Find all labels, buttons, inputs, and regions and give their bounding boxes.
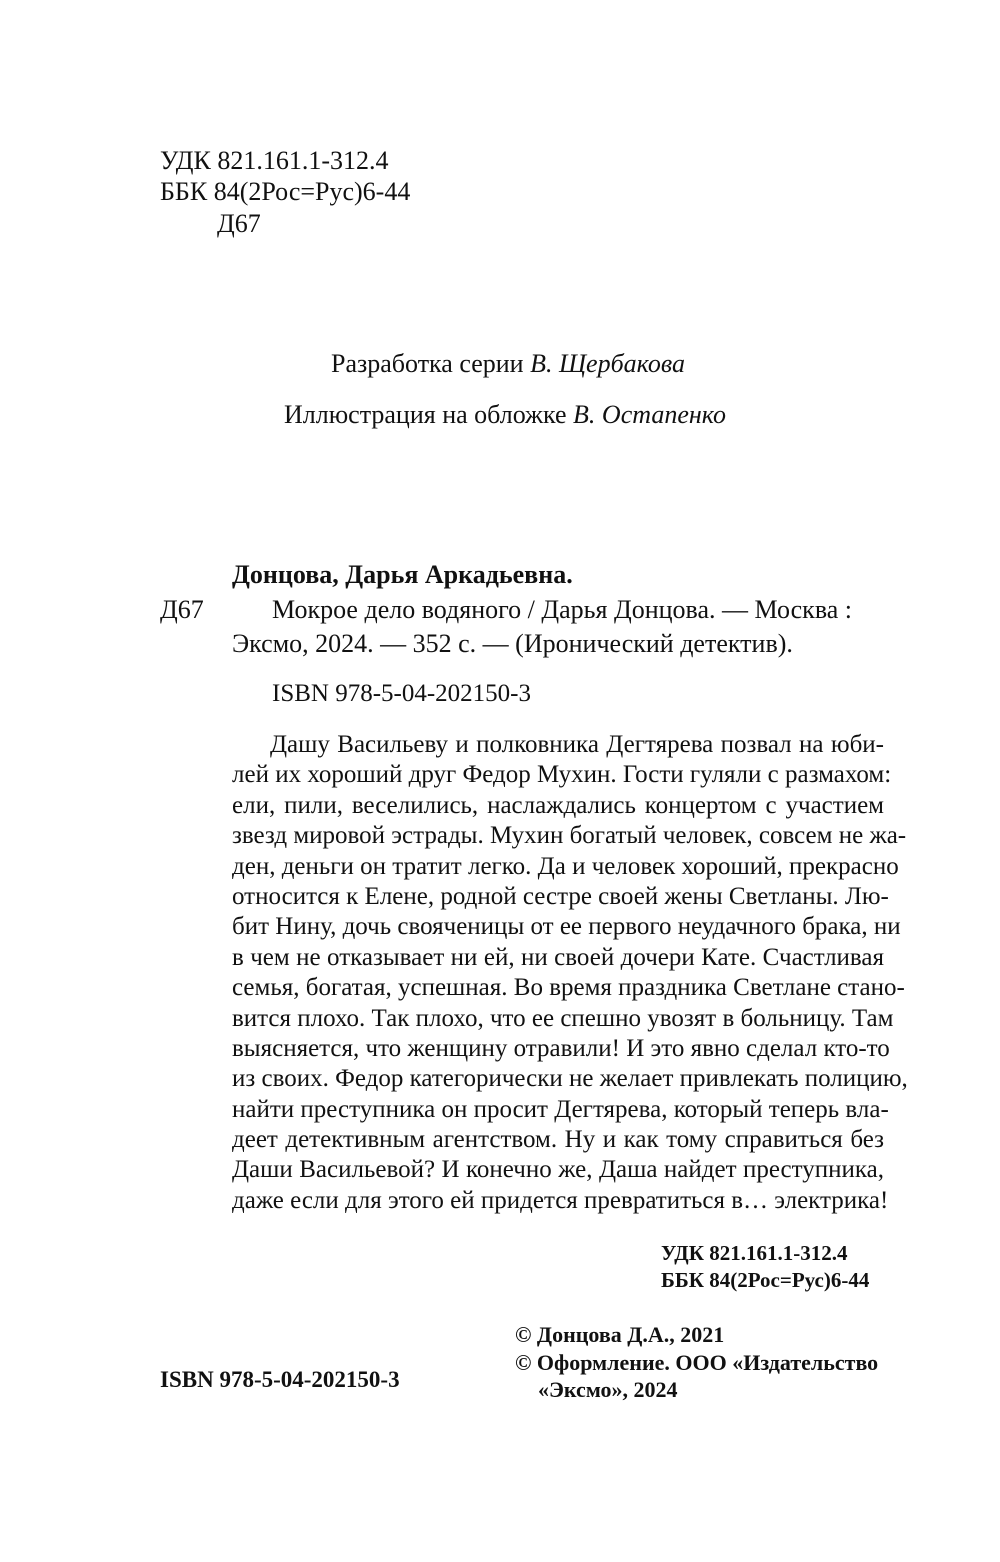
cover-credit	[284, 400, 726, 430]
biblio-isbn: ISBN 978-5-04-202150-3	[272, 680, 532, 707]
annotation-line: найти преступника он просит Дегтярева, который теперь вла-	[232, 1095, 889, 1123]
biblio-description-line1: Мокрое дело водяного / Дарья Донцова. — Москва :	[272, 595, 853, 624]
cover-credit-label: Иллюстрация на обложке	[284, 400, 574, 429]
annotation-line: лей их хороший друг Федор Мухин. Гости гуляли с размахом:	[232, 761, 892, 789]
annotation-line: в чем не отказывает ни ей, ни своей дочери Кате. Счастливая	[232, 943, 884, 971]
copyright-author: © Донцова Д.А., 2021	[515, 1322, 725, 1347]
copyright-design: © Оформление. ООО «Издательство	[515, 1350, 879, 1375]
annotation-line: звезд мировой эстрады. Мухин богатый человек, совсем не жа-	[232, 822, 907, 850]
cover-credit-person: В. Остапенко	[573, 400, 726, 429]
biblio-description-line2: Эксмо, 2024. — 352 с. — (Иронический детектив).	[232, 629, 793, 658]
annotation	[232, 730, 908, 1216]
footer-udk: УДК 821.161.1-312.4	[661, 1241, 848, 1265]
header-bbk: ББК 84(2Рос=Рус)6-44	[160, 177, 411, 206]
annotation-line: из своих. Федор категорически не желает привлекать полицию,	[232, 1065, 908, 1093]
annotation-line: выясняется, что женщину отравили! И это явно сделал кто-то	[232, 1034, 890, 1062]
annotation-line: бит Нину, дочь свояченицы от ее первого неудачного брака, ни	[232, 913, 901, 941]
annotation-line: ели, пили, веселились, наслаждались концертом с участием	[232, 791, 884, 819]
biblio-author-sign: Д67	[160, 595, 204, 624]
annotation-line: ден, деньги он тратит легко. Да и человек хороший, прекрасно	[232, 852, 899, 880]
author-heading: Донцова, Дарья Аркадьевна.	[232, 560, 573, 589]
annotation-line: Даши Васильевой? И конечно же, Даша найдет преступника,	[232, 1156, 884, 1184]
footer-isbn: ISBN 978-5-04-202150-3	[160, 1367, 400, 1392]
annotation-line: Дашу Васильеву и полковника Дегтярева позвал на юби-	[270, 731, 884, 758]
annotation-line: деет детективным агентством. Ну и как тому справиться без	[232, 1126, 884, 1154]
series-credit-person: В. Щербакова	[530, 349, 685, 378]
annotation-line: относится к Елене, родной сестре своей жены Светланы. Лю-	[232, 882, 889, 910]
annotation-line: даже если для этого ей придется превратиться в… электрика!	[232, 1186, 889, 1214]
footer-bbk: ББК 84(2Рос=Рус)6-44	[661, 1268, 870, 1292]
annotation-line: вится плохо. Так плохо, что ее спешно увозят в больницу. Там	[232, 1004, 894, 1032]
series-credit	[331, 349, 685, 379]
header-author-sign: Д67	[217, 209, 261, 238]
annotation-line: семья, богатая, успешная. Во время праздника Светлане стано-	[232, 974, 905, 1002]
header-udk: УДК 821.161.1-312.4	[160, 146, 389, 175]
series-credit-label: Разработка серии	[331, 349, 531, 378]
copyright-publisher: «Эксмо», 2024	[538, 1377, 678, 1402]
